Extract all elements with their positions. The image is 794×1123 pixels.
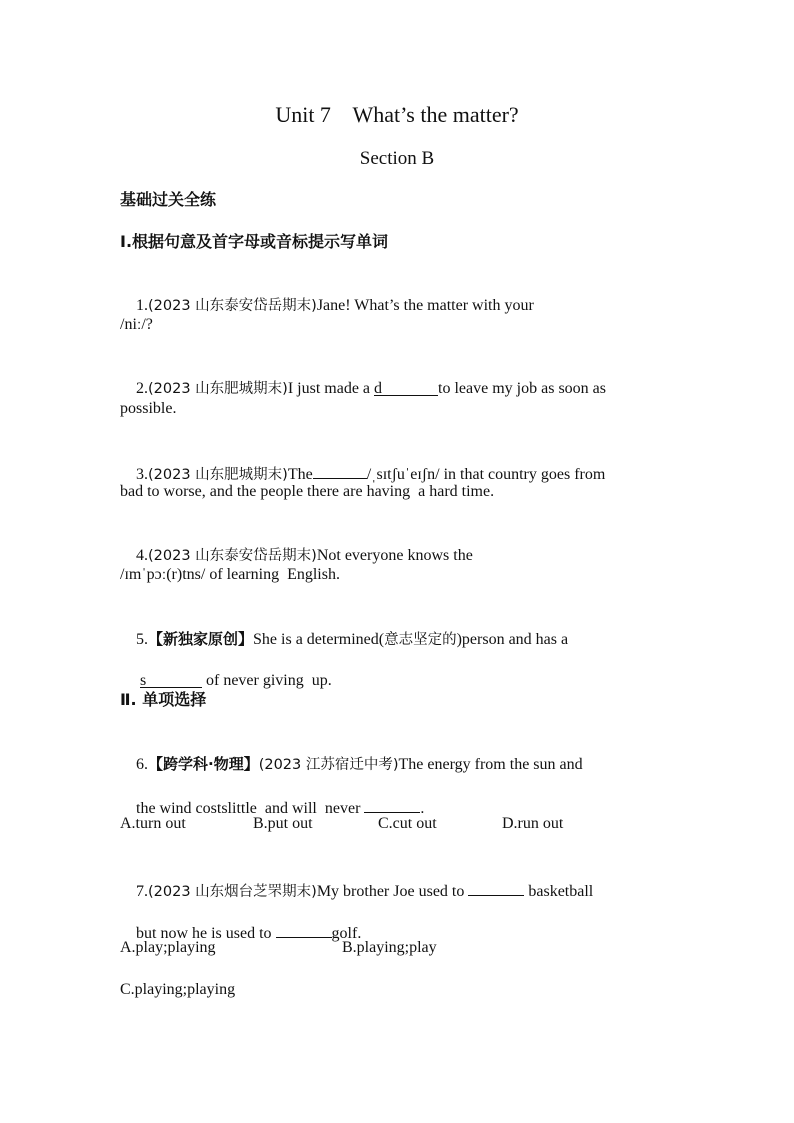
chinese-gloss: 意志坚定的 xyxy=(384,632,457,648)
question-3-line2: bad to worse, and the people there are having a hard time. xyxy=(120,483,495,500)
question-text-b: basketball xyxy=(524,883,594,900)
question-source: (2023 山东泰安岱岳期末) xyxy=(148,548,317,564)
question-2 xyxy=(120,356,606,422)
section-basic-heading: 基础过关全练 xyxy=(120,190,217,209)
part1-heading: Ⅰ.根据句意及首字母或音标提示写单词 xyxy=(120,232,389,251)
question-1 xyxy=(120,273,534,339)
question-number: 7. xyxy=(136,883,148,900)
part2-heading: Ⅱ. 单项选择 xyxy=(120,690,207,709)
question-tag: 【跨学科·物理】 xyxy=(148,755,259,773)
option-d[interactable]: D.run out xyxy=(502,815,564,832)
question-4-line2: /ɪmˈpɔː(r)tns/ of learning English. xyxy=(120,566,340,583)
answer-blank[interactable] xyxy=(313,461,367,479)
option-a[interactable]: A.turn out xyxy=(120,815,186,832)
option-b[interactable]: B.playing;play xyxy=(342,939,437,956)
question-text-b: )person and has a xyxy=(456,631,569,648)
question-text-b: golf. xyxy=(331,925,362,942)
question-source: (2023 山东肥城期末) xyxy=(148,467,288,483)
hint-letter: d xyxy=(374,380,383,397)
hint-letter: s xyxy=(140,672,147,689)
question-source: (2023 江苏宿迁中考) xyxy=(258,757,399,773)
option-b[interactable]: B.put out xyxy=(253,815,313,832)
question-number: 1. xyxy=(136,297,148,314)
question-number: 4. xyxy=(136,547,148,564)
question-2-line2: possible. xyxy=(120,400,177,417)
question-text-b: to leave my job as soon as xyxy=(438,380,606,397)
question-text: of never giving up. xyxy=(202,672,332,689)
question-text-a: the wind costslittle and will never xyxy=(136,800,365,817)
answer-blank[interactable] xyxy=(374,378,438,396)
question-text: The energy from the sun and xyxy=(398,756,583,773)
question-text: Not everyone knows the xyxy=(316,547,473,564)
question-source: (2023 山东泰安岱岳期末) xyxy=(148,298,317,314)
answer-blank[interactable] xyxy=(364,795,420,813)
answer-blank[interactable] xyxy=(468,878,524,896)
question-1-line2: /niː/? xyxy=(120,316,153,333)
question-text-a: My brother Joe used to xyxy=(316,883,469,900)
question-text-a: I just made a xyxy=(287,380,375,397)
question-source: (2023 山东肥城期末) xyxy=(148,381,288,397)
section-subtitle: Section B xyxy=(359,148,435,169)
question-tag: 【新独家原创】 xyxy=(148,630,254,648)
question-source: (2023 山东烟台芝罘期末) xyxy=(148,884,317,900)
question-text-b: . xyxy=(420,800,425,817)
question-text-a: but now he is used to xyxy=(136,925,276,942)
question-text-a: The xyxy=(287,466,313,483)
answer-blank[interactable] xyxy=(140,670,202,688)
question-number: 5. xyxy=(136,631,148,648)
unit-title: Unit 7 What’s the matter? xyxy=(275,102,519,127)
option-c[interactable]: C.cut out xyxy=(378,815,437,832)
question-text-a: She is a determined( xyxy=(253,631,385,648)
option-c[interactable]: C.playing;playing xyxy=(120,981,236,998)
option-a[interactable]: A.play;playing xyxy=(120,939,216,956)
question-number: 3. xyxy=(136,466,148,483)
question-text: Jane! What’s the matter with your xyxy=(316,297,534,314)
answer-blank[interactable] xyxy=(276,920,332,938)
question-number: 2. xyxy=(136,380,148,397)
question-number: 6. xyxy=(136,756,148,773)
question-phonetic: /ˌsɪtʃuˈeɪʃn/ in that country goes from xyxy=(366,466,606,483)
